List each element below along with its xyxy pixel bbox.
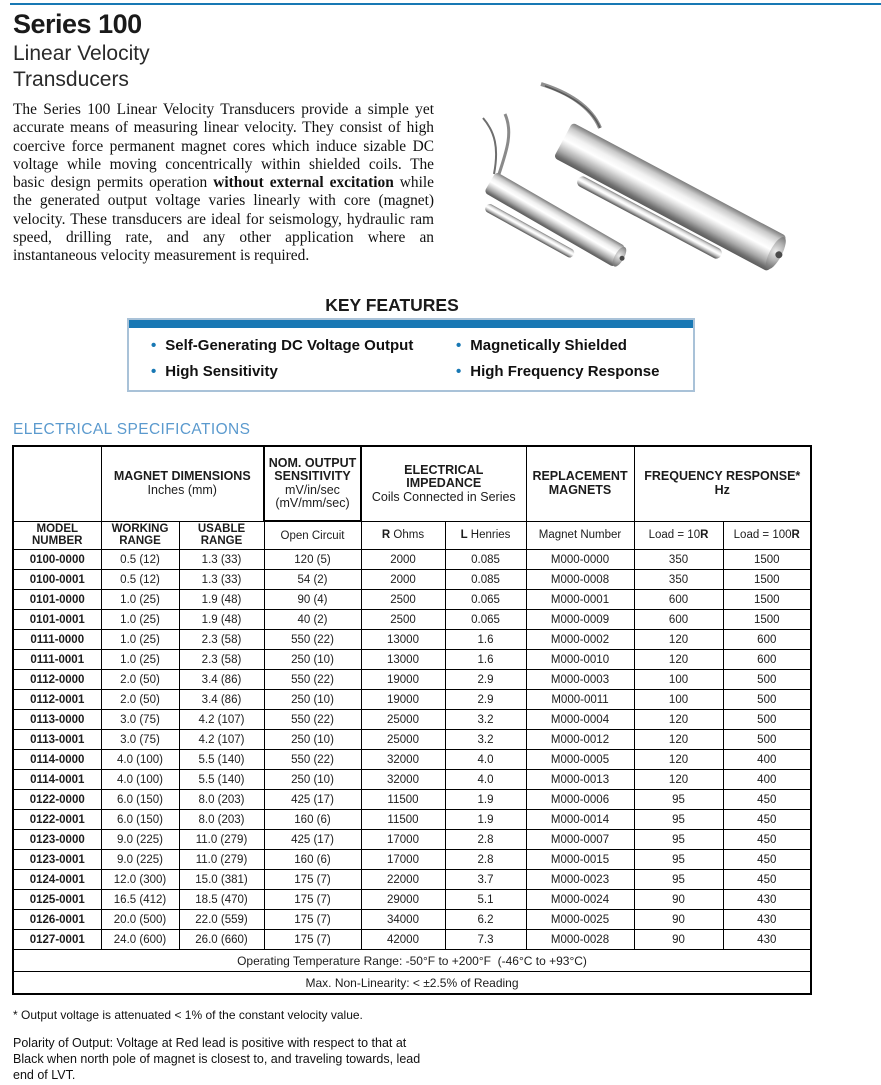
- cell-value: 1.6: [445, 630, 526, 650]
- table-row: [13, 870, 811, 890]
- header-line: NOM. OUTPUT: [268, 455, 357, 470]
- table-footer: [13, 950, 811, 995]
- table-body: [13, 550, 811, 950]
- col-header-load-10r: [634, 521, 723, 550]
- cell-value: 4.0: [445, 770, 526, 790]
- header-frequency-response: [634, 446, 811, 521]
- cell-value: 15.0 (381): [179, 870, 264, 890]
- cell-value: 425 (17): [264, 830, 361, 850]
- cell-value: 600: [723, 630, 811, 650]
- cell-value: 550 (22): [264, 750, 361, 770]
- header-line: SENSITIVITY: [274, 469, 351, 483]
- cell-value: 120: [634, 770, 723, 790]
- product-photo: [455, 82, 881, 300]
- header-text: Henries: [467, 529, 511, 542]
- key-features-right-column: [456, 337, 659, 380]
- cell-value: 54 (2): [264, 570, 361, 590]
- cell-value: 175 (7): [264, 910, 361, 930]
- cell-model-number: 0122-0001: [13, 810, 101, 830]
- cell-value: 450: [723, 810, 811, 830]
- cell-value: 500: [723, 730, 811, 750]
- cell-model-number: 0126-0001: [13, 910, 101, 930]
- col-header-load-100r: [723, 521, 811, 550]
- cell-value: 95: [634, 810, 723, 830]
- cell-value: 8.0 (203): [179, 810, 264, 830]
- header-replacement-magnets: [526, 446, 634, 521]
- table-row: [13, 830, 811, 850]
- cell-value: 120: [634, 750, 723, 770]
- cell-value: 1.0 (25): [101, 630, 179, 650]
- header-line: mV/in/sec: [285, 482, 340, 497]
- col-header-open-circuit: Open Circuit: [264, 521, 361, 550]
- cell-value: 13000: [361, 650, 445, 670]
- cell-value: 25000: [361, 730, 445, 750]
- cell-value: 11.0 (279): [179, 850, 264, 870]
- header-line: IMPEDANCE: [406, 476, 482, 490]
- cell-value: 19000: [361, 690, 445, 710]
- bullet-icon: •: [151, 363, 157, 380]
- cell-value: 0.5 (12): [101, 550, 179, 570]
- cell-value: 26.0 (660): [179, 930, 264, 950]
- header-line: Inches (mm): [147, 482, 217, 497]
- cell-value: 3.2: [445, 730, 526, 750]
- cell-value: 175 (7): [264, 930, 361, 950]
- cell-value: M000-0006: [526, 790, 634, 810]
- header-line: MAGNET DIMENSIONS: [113, 469, 251, 484]
- cell-value: M000-0001: [526, 590, 634, 610]
- cell-value: 5.5 (140): [179, 770, 264, 790]
- cell-value: 500: [723, 710, 811, 730]
- cell-value: 0.085: [445, 570, 526, 590]
- table-row: [13, 770, 811, 790]
- cell-value: 95: [634, 830, 723, 850]
- header-line: Coils Connected in Series: [371, 489, 516, 504]
- polarity-line: Black when north pole of magnet is closest to, and traveling towards, lead: [13, 1051, 421, 1066]
- cell-model-number: 0123-0000: [13, 830, 101, 850]
- cell-value: 34000: [361, 910, 445, 930]
- cell-value: 450: [723, 850, 811, 870]
- cell-value: 9.0 (225): [101, 830, 179, 850]
- cell-value: 4.0 (100): [101, 770, 179, 790]
- specifications-table: [12, 445, 812, 995]
- feature-label: High Sensitivity: [165, 363, 278, 380]
- cell-value: M000-0007: [526, 830, 634, 850]
- cell-value: 3.0 (75): [101, 730, 179, 750]
- table-row: [13, 910, 811, 930]
- cell-value: 6.0 (150): [101, 790, 179, 810]
- cell-value: 3.4 (86): [179, 670, 264, 690]
- cell-value: 350: [634, 550, 723, 570]
- polarity-line: Polarity of Output: Voltage at Red lead is positive with respect to that at: [13, 1036, 407, 1050]
- cell-value: 2.0 (50): [101, 690, 179, 710]
- cell-value: 1.3 (33): [179, 550, 264, 570]
- cell-value: 9.0 (225): [101, 850, 179, 870]
- feature-item: [151, 363, 456, 380]
- table-row: [13, 890, 811, 910]
- cell-value: 120: [634, 710, 723, 730]
- cell-value: 42000: [361, 930, 445, 950]
- cell-value: M000-0002: [526, 630, 634, 650]
- table-row: [13, 630, 811, 650]
- cell-model-number: 0123-0001: [13, 850, 101, 870]
- cell-value: 1.6: [445, 650, 526, 670]
- cell-value: 4.2 (107): [179, 710, 264, 730]
- header-text: Ohms: [390, 529, 425, 542]
- cell-value: 450: [723, 830, 811, 850]
- feature-label: Magnetically Shielded: [470, 337, 627, 354]
- cell-value: M000-0008: [526, 570, 634, 590]
- top-accent-rule: [10, 3, 881, 5]
- cell-value: 2500: [361, 590, 445, 610]
- cell-value: 600: [634, 610, 723, 630]
- cell-value: 3.7: [445, 870, 526, 890]
- operating-temperature-cell: Operating Temperature Range: -50°F to +200°F (-46°C to +93°C): [13, 950, 811, 972]
- subtitle-line-1: Linear Velocity: [13, 42, 150, 65]
- intro-text-cont: while the generated output voltage varies linearly with core (magnet) velocity. These transducers are ideal for seismology, hydraulic ram speed, drilling rate, and any other application where an instantaneous velocity measurement is required.: [13, 174, 435, 265]
- cell-value: 3.2: [445, 710, 526, 730]
- cell-value: 1.9: [445, 810, 526, 830]
- bullet-icon: •: [456, 337, 462, 354]
- cell-value: 32000: [361, 750, 445, 770]
- cell-value: 430: [723, 890, 811, 910]
- cell-value: 350: [634, 570, 723, 590]
- header-sub-row: [13, 521, 811, 550]
- feature-item: [456, 363, 659, 380]
- table-row: [13, 690, 811, 710]
- page-title: Series 100: [13, 9, 142, 39]
- cell-value: M000-0009: [526, 610, 634, 630]
- cell-value: 120: [634, 730, 723, 750]
- table-row: [13, 550, 811, 570]
- cell-value: 600: [634, 590, 723, 610]
- cell-model-number: 0125-0001: [13, 890, 101, 910]
- cell-value: M000-0028: [526, 930, 634, 950]
- cell-value: 400: [723, 750, 811, 770]
- intro-bold-phrase: without external excitation: [213, 174, 394, 192]
- cell-model-number: 0100-0001: [13, 570, 101, 590]
- cell-value: 160 (6): [264, 810, 361, 830]
- cell-value: 120: [634, 650, 723, 670]
- cell-value: 0.065: [445, 610, 526, 630]
- cell-value: 11.0 (279): [179, 830, 264, 850]
- header-line: MODEL: [36, 523, 79, 536]
- cell-value: 500: [723, 670, 811, 690]
- cell-value: 18.5 (470): [179, 890, 264, 910]
- cell-value: 430: [723, 910, 811, 930]
- intro-text: The Series 100 Linear Velocity Transducers provide a simple yet accurate means of measuring linear velocity. They consist of high coercive force permanent magnet cores which induce sizable DC voltage while moving concentrically within shielded coils. The basic design permits operation: [13, 101, 434, 192]
- cell-value: 1.9 (48): [179, 610, 264, 630]
- cell-value: 17000: [361, 850, 445, 870]
- cell-value: 450: [723, 790, 811, 810]
- cell-value: 1.0 (25): [101, 590, 179, 610]
- cell-value: 2.9: [445, 690, 526, 710]
- table-row: [13, 810, 811, 830]
- cell-value: 1500: [723, 550, 811, 570]
- cell-value: 550 (22): [264, 670, 361, 690]
- feature-item: [151, 337, 456, 354]
- header-bold: R: [700, 529, 709, 542]
- cell-value: 250 (10): [264, 770, 361, 790]
- cell-value: M000-0013: [526, 770, 634, 790]
- cell-model-number: 0113-0000: [13, 710, 101, 730]
- key-features-box: [127, 318, 695, 392]
- cell-value: 2000: [361, 550, 445, 570]
- header-line: FREQUENCY RESPONSE*: [644, 469, 801, 484]
- cell-value: 1.0 (25): [101, 610, 179, 630]
- cell-value: M000-0023: [526, 870, 634, 890]
- cell-model-number: 0100-0000: [13, 550, 101, 570]
- polarity-note: [13, 1036, 443, 1083]
- cell-value: M000-0012: [526, 730, 634, 750]
- table-row: [13, 650, 811, 670]
- cell-model-number: 0112-0001: [13, 690, 101, 710]
- header-text: Load = 10: [648, 529, 701, 542]
- cell-value: 90: [634, 910, 723, 930]
- cell-model-number: 0114-0001: [13, 770, 101, 790]
- header-impedance: [361, 446, 526, 521]
- cell-model-number: 0127-0001: [13, 930, 101, 950]
- cell-value: 400: [723, 770, 811, 790]
- cell-value: 1.3 (33): [179, 570, 264, 590]
- cell-value: 1.9 (48): [179, 590, 264, 610]
- table-row: [13, 590, 811, 610]
- header-line: REPLACEMENT: [532, 469, 628, 484]
- cell-value: 175 (7): [264, 890, 361, 910]
- cell-value: 11500: [361, 810, 445, 830]
- cell-value: 3.0 (75): [101, 710, 179, 730]
- cell-value: 6.0 (150): [101, 810, 179, 830]
- cell-value: 0.065: [445, 590, 526, 610]
- cell-value: 2.0 (50): [101, 670, 179, 690]
- header-bold: L: [460, 529, 468, 542]
- cell-value: 13000: [361, 630, 445, 650]
- cell-value: 2500: [361, 610, 445, 630]
- cell-value: 5.1: [445, 890, 526, 910]
- cell-value: 120 (5): [264, 550, 361, 570]
- cell-value: 250 (10): [264, 650, 361, 670]
- cell-value: 250 (10): [264, 690, 361, 710]
- header-empty-cell: [13, 446, 101, 521]
- cell-value: 100: [634, 690, 723, 710]
- cell-value: M000-0011: [526, 690, 634, 710]
- cell-value: M000-0005: [526, 750, 634, 770]
- cell-value: 40 (2): [264, 610, 361, 630]
- cell-value: 2.8: [445, 830, 526, 850]
- table-row: [13, 670, 811, 690]
- table-row: [13, 850, 811, 870]
- header-line: NUMBER: [32, 535, 83, 548]
- cell-value: 175 (7): [264, 870, 361, 890]
- cell-value: 90 (4): [264, 590, 361, 610]
- header-line: MAGNETS: [548, 482, 612, 497]
- cell-value: M000-0015: [526, 850, 634, 870]
- cell-value: 4.0 (100): [101, 750, 179, 770]
- cell-value: 0.085: [445, 550, 526, 570]
- cell-value: 2.9: [445, 670, 526, 690]
- cell-value: 90: [634, 890, 723, 910]
- header-line: ELECTRICAL: [404, 462, 484, 477]
- table-row: [13, 730, 811, 750]
- table-row: [13, 610, 811, 630]
- cell-model-number: 0112-0000: [13, 670, 101, 690]
- cell-value: 4.0: [445, 750, 526, 770]
- cell-value: 29000: [361, 890, 445, 910]
- cell-model-number: 0111-0001: [13, 650, 101, 670]
- cell-value: 7.3: [445, 930, 526, 950]
- col-header-magnet-number: Magnet Number: [526, 521, 634, 550]
- table-row: [13, 930, 811, 950]
- table-row: [13, 790, 811, 810]
- cell-value: 22.0 (559): [179, 910, 264, 930]
- cell-value: 1500: [723, 570, 811, 590]
- cell-value: M000-0004: [526, 710, 634, 730]
- key-features-title: KEY FEATURES: [325, 295, 459, 315]
- col-header-r-ohms: [361, 521, 445, 550]
- cell-value: 250 (10): [264, 730, 361, 750]
- header-line: WORKING: [111, 523, 169, 536]
- non-linearity-row: [13, 972, 811, 995]
- cell-value: 24.0 (600): [101, 930, 179, 950]
- cell-value: 550 (22): [264, 710, 361, 730]
- polarity-line: end of LVT.: [13, 1067, 76, 1082]
- cell-model-number: 0113-0001: [13, 730, 101, 750]
- cell-value: 1.9: [445, 790, 526, 810]
- table-row: [13, 710, 811, 730]
- cell-value: 20.0 (500): [101, 910, 179, 930]
- cell-value: 22000: [361, 870, 445, 890]
- header-bold: R: [791, 529, 800, 542]
- cell-value: 2.8: [445, 850, 526, 870]
- bullet-icon: •: [151, 337, 157, 354]
- col-header-usable-range: [179, 521, 264, 550]
- cell-value: 95: [634, 870, 723, 890]
- header-bold: R: [381, 529, 391, 542]
- table-row: [13, 570, 811, 590]
- cell-value: 25000: [361, 710, 445, 730]
- cell-value: 5.5 (140): [179, 750, 264, 770]
- cell-model-number: 0101-0001: [13, 610, 101, 630]
- header-line: RANGE: [200, 535, 243, 548]
- key-features-left-column: [151, 337, 456, 380]
- bullet-icon: •: [456, 363, 462, 380]
- cell-value: M000-0014: [526, 810, 634, 830]
- cell-value: 1500: [723, 610, 811, 630]
- feature-label: Self-Generating DC Voltage Output: [165, 337, 414, 354]
- header-magnet-dimensions: [101, 446, 264, 521]
- electrical-specifications-heading: ELECTRICAL SPECIFICATIONS: [13, 421, 251, 438]
- header-line: (mV/mm/sec): [275, 496, 350, 510]
- cell-value: 425 (17): [264, 790, 361, 810]
- cell-value: 2.3 (58): [179, 630, 264, 650]
- cell-value: 11500: [361, 790, 445, 810]
- cell-value: M000-0024: [526, 890, 634, 910]
- cell-value: 550 (22): [264, 630, 361, 650]
- cell-value: M000-0000: [526, 550, 634, 570]
- header-line: Hz: [714, 482, 730, 497]
- cell-value: 19000: [361, 670, 445, 690]
- col-header-working-range: [101, 521, 179, 550]
- cell-value: 16.5 (412): [101, 890, 179, 910]
- cell-value: 12.0 (300): [101, 870, 179, 890]
- cell-value: 95: [634, 790, 723, 810]
- table-row: [13, 750, 811, 770]
- cell-value: 500: [723, 690, 811, 710]
- header-line: USABLE: [197, 523, 246, 536]
- cell-model-number: 0101-0000: [13, 590, 101, 610]
- cell-value: 32000: [361, 770, 445, 790]
- header-text: Load = 100: [733, 529, 792, 542]
- cell-value: M000-0003: [526, 670, 634, 690]
- cell-value: 2000: [361, 570, 445, 590]
- cell-value: 0.5 (12): [101, 570, 179, 590]
- page-subtitle: [13, 41, 150, 93]
- cell-model-number: 0111-0000: [13, 630, 101, 650]
- cell-value: 450: [723, 870, 811, 890]
- cell-value: 600: [723, 650, 811, 670]
- cell-value: 95: [634, 850, 723, 870]
- feature-label: High Frequency Response: [470, 363, 660, 380]
- cell-value: 120: [634, 630, 723, 650]
- col-header-model: [13, 521, 101, 550]
- cell-value: 90: [634, 930, 723, 950]
- cell-value: 100: [634, 670, 723, 690]
- header-sensitivity: [264, 446, 361, 521]
- cell-value: 430: [723, 930, 811, 950]
- cell-model-number: 0114-0000: [13, 750, 101, 770]
- col-header-l-henries: [445, 521, 526, 550]
- cell-value: 3.4 (86): [179, 690, 264, 710]
- cell-value: 2.3 (58): [179, 650, 264, 670]
- cell-value: 1500: [723, 590, 811, 610]
- cell-value: M000-0025: [526, 910, 634, 930]
- cell-model-number: 0124-0001: [13, 870, 101, 890]
- cell-value: 4.2 (107): [179, 730, 264, 750]
- operating-temperature-row: [13, 950, 811, 972]
- cell-value: M000-0010: [526, 650, 634, 670]
- header-group-row: [13, 446, 811, 521]
- cell-value: 17000: [361, 830, 445, 850]
- cell-value: 1.0 (25): [101, 650, 179, 670]
- subtitle-line-2: Transducers: [13, 68, 129, 91]
- cell-value: 6.2: [445, 910, 526, 930]
- attenuation-footnote: * Output voltage is attenuated < 1% of the constant velocity value.: [13, 1008, 363, 1022]
- cell-model-number: 0122-0000: [13, 790, 101, 810]
- key-features-accent-bar: [129, 320, 693, 328]
- intro-paragraph: [13, 101, 434, 266]
- header-line: RANGE: [119, 535, 161, 548]
- cell-value: 160 (6): [264, 850, 361, 870]
- cell-value: 8.0 (203): [179, 790, 264, 810]
- feature-item: [456, 337, 659, 354]
- non-linearity-cell: Max. Non-Linearity: < ±2.5% of Reading: [13, 972, 811, 995]
